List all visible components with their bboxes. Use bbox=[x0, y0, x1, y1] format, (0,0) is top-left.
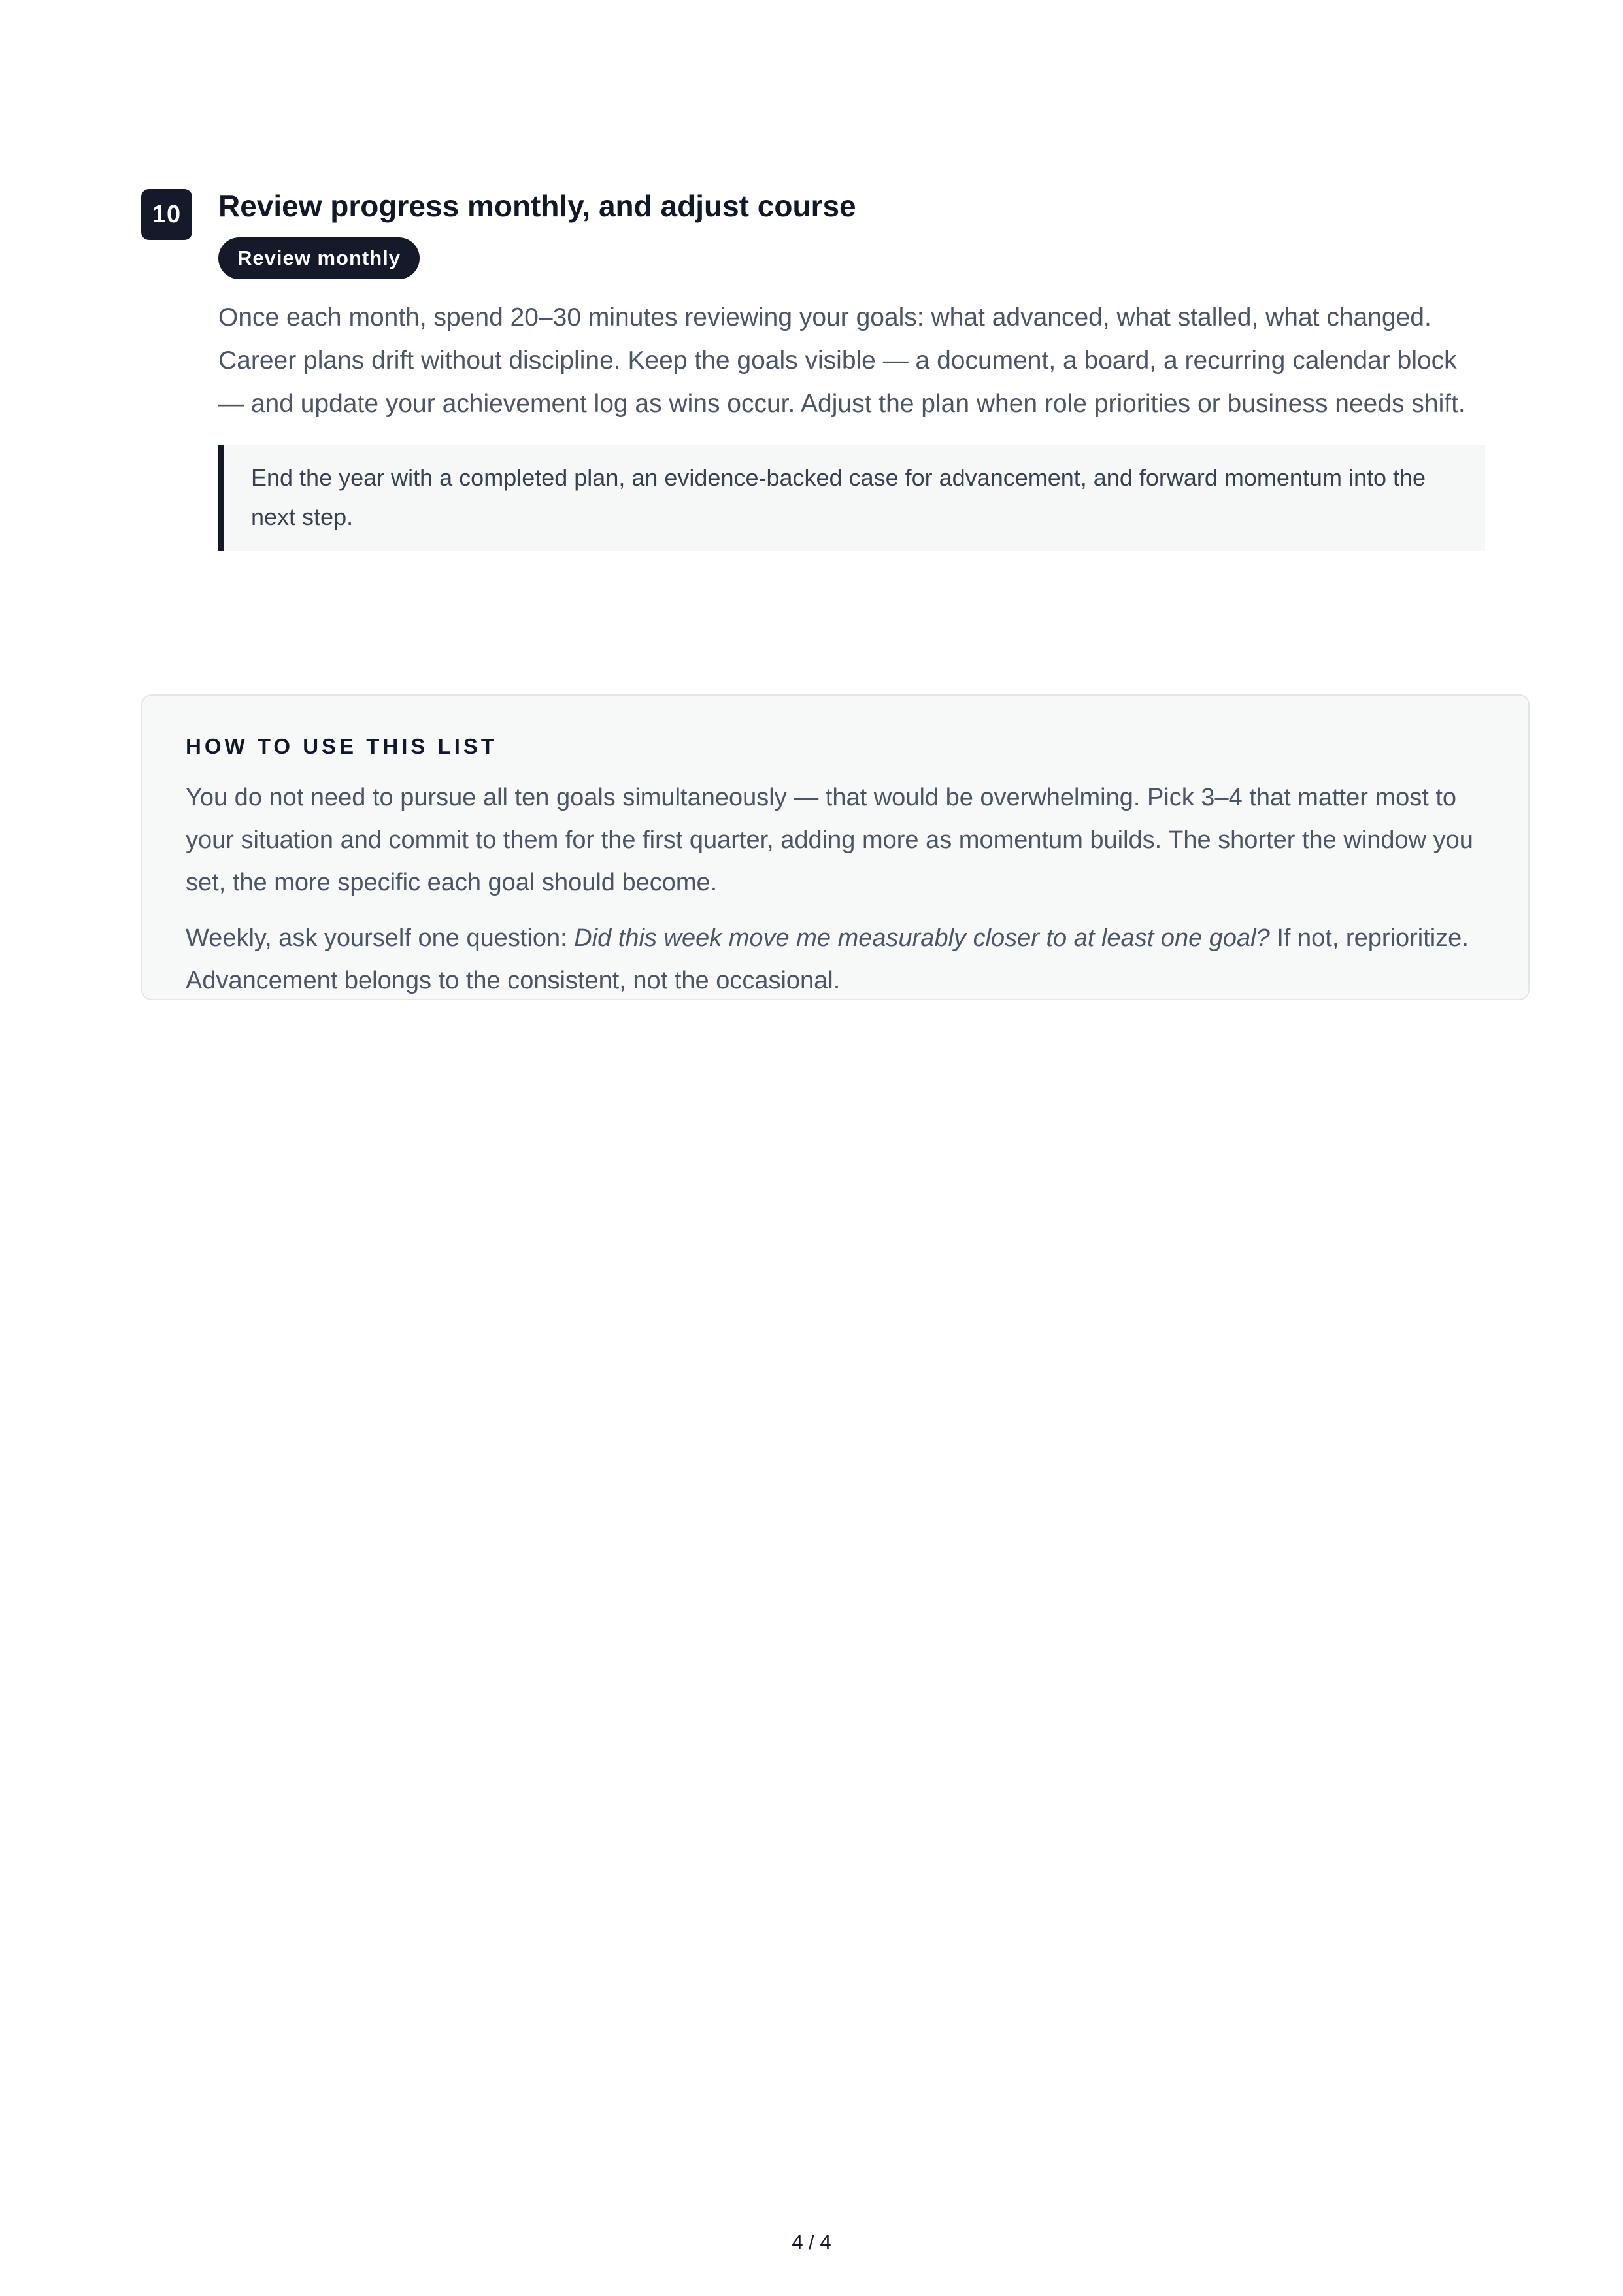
how-to-use-paragraph-1: You do not need to pursue all ten goals simultaneously — that would be overwhelming. Pick 3–4 that matter most to your situation and commit to them for the first quarter, adding more as momentum builds. The shorter the window you set, the more specific each goal should become. bbox=[186, 784, 1473, 896]
goal-description: Once each month, spend 20–30 minutes reviewing your goals: what advanced, what stalled, what changed. Career plans drift without discipline. Keep the goals visible — a document, a board, a recurring calendar block — and update your achievement log as wins occur. Adjust the plan when role priorities or business needs shift. bbox=[218, 303, 1465, 418]
how-to-use-box bbox=[141, 694, 1530, 1000]
page-number: 4 / 4 bbox=[792, 2231, 831, 2254]
paragraph-2-suffix: If not, reprioritize. Advancement belongs to the consistent, not the occasional. bbox=[186, 924, 1469, 994]
how-to-use-heading: HOW TO USE THIS LIST bbox=[186, 734, 498, 758]
goal-title: Review progress monthly, and adjust course bbox=[218, 189, 856, 223]
paragraph-2-prefix: Weekly, ask yourself one question: bbox=[186, 924, 575, 952]
how-to-use-paragraph-2 bbox=[186, 917, 1485, 1002]
goal-frequency-tag: Review monthly bbox=[218, 237, 420, 279]
goal-number-badge: 10 bbox=[141, 189, 192, 240]
goal-body bbox=[218, 186, 1485, 551]
goal-outcome-callout: End the year with a completed plan, an evidence-backed case for advancement, and forward momentum into the next step. bbox=[218, 445, 1485, 551]
weekly-question: Did this week move me measurably closer to at least one goal? bbox=[574, 924, 1270, 952]
